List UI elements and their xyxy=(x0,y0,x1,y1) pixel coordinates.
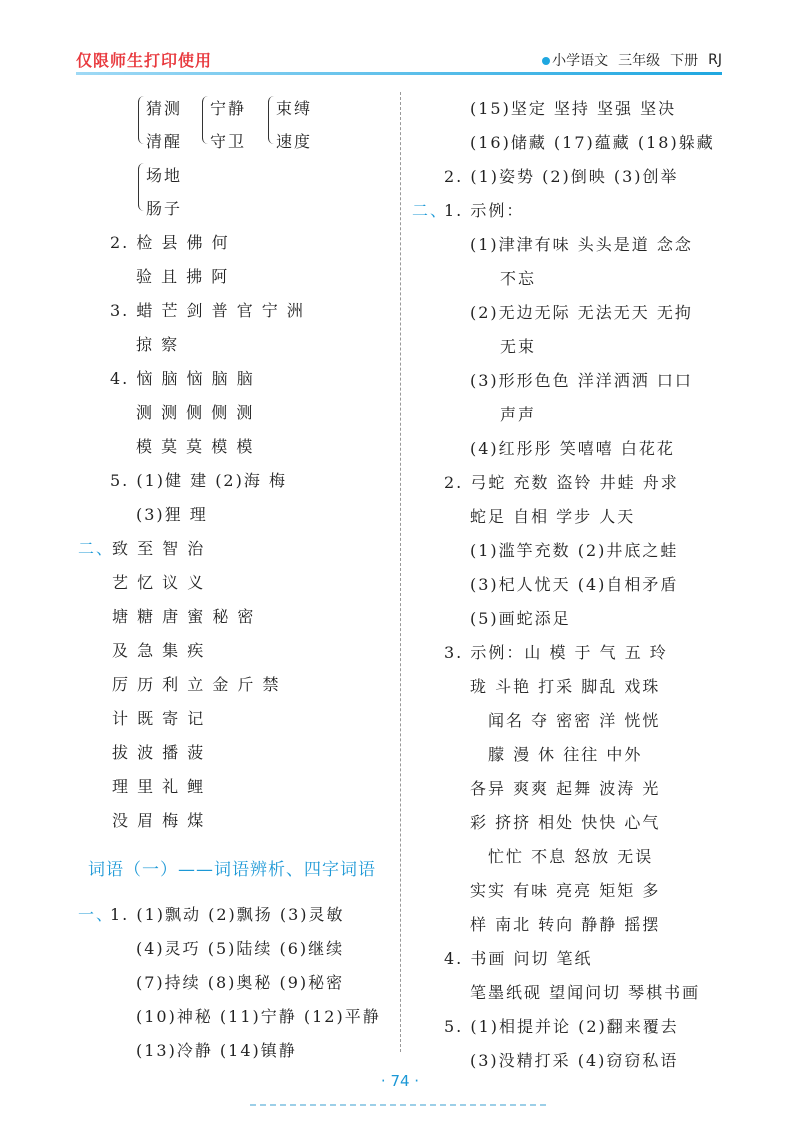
answer-line: 没 眉 梅 煤 xyxy=(112,811,206,830)
bullet-icon xyxy=(542,57,550,65)
answer-line: (4)红彤彤 笑嘻嘻 白花花 xyxy=(470,439,675,458)
answer-line: 4. 恼 脑 恼 脑 脑 xyxy=(110,369,255,388)
answer-line: 笔墨纸砚 望闻问切 琴棋书画 xyxy=(470,983,701,1002)
brace-2 xyxy=(202,96,209,144)
section-label: 二、 xyxy=(412,201,449,220)
answer-line: 各异 爽爽 起舞 波涛 光 xyxy=(470,779,661,798)
answer-line: 1. 示例： xyxy=(444,201,525,220)
answer-line: 塘 糖 唐 蜜 秘 密 xyxy=(112,607,256,626)
answer-line: 3. 蜡 芒 剑 普 官 宁 洲 xyxy=(110,301,305,320)
footer-decoration xyxy=(250,1104,550,1106)
book-info xyxy=(542,50,722,70)
answer-line: 3. 示例：山 模 于 气 五 玲 xyxy=(444,643,668,662)
section-label: 一、 xyxy=(78,905,115,924)
brace-3 xyxy=(268,96,275,144)
answer-line: 验 且 拂 阿 xyxy=(136,267,230,286)
word-item: 守卫 xyxy=(210,132,247,151)
word-item: 肠子 xyxy=(146,199,183,218)
page-number: · 74 · xyxy=(380,1072,420,1090)
answer-line: 2. (1)姿势 (2)倒映 (3)创举 xyxy=(444,167,679,186)
answer-line: (4)灵巧 (5)陆续 (6)继续 xyxy=(136,939,345,958)
word-item: 猜测 xyxy=(146,99,183,118)
answer-line: 样 南北 转向 静静 摇摆 xyxy=(470,915,661,934)
answer-line: 理 里 礼 鲤 xyxy=(112,777,206,796)
answer-line: 实实 有味 亮亮 矩矩 多 xyxy=(470,881,661,900)
answer-line: 无束 xyxy=(500,337,537,356)
section-title: 词语（一）——词语辨析、四字词语 xyxy=(88,860,376,880)
answer-line: 艺 忆 议 义 xyxy=(112,573,206,592)
edition-label: RJ xyxy=(708,52,722,68)
answer-line: 忙忙 不息 怒放 无误 xyxy=(488,847,654,866)
brace-1 xyxy=(138,96,145,144)
answer-line: 5. (1)健 建 (2)海 梅 xyxy=(110,471,287,490)
answer-line: 4. 书画 问切 笔纸 xyxy=(444,949,593,968)
answer-line: (5)画蛇添足 xyxy=(470,609,571,628)
answer-line: (3)没精打采 (4)窃窃私语 xyxy=(470,1051,679,1070)
answer-line: (13)冷静 (14)镇静 xyxy=(136,1041,297,1060)
answer-line: (7)持续 (8)奥秘 (9)秘密 xyxy=(136,973,345,992)
answer-line: 测 测 侧 侧 测 xyxy=(136,403,255,422)
column-divider xyxy=(400,92,401,1052)
watermark-label: 仅限师生打印使用 xyxy=(76,51,213,70)
section-label: 二、 xyxy=(78,539,115,558)
answer-line: (10)神秘 (11)宁静 (12)平静 xyxy=(136,1007,381,1026)
word-item: 宁静 xyxy=(210,99,247,118)
answer-line: 珑 斗艳 打采 脚乱 戏珠 xyxy=(470,677,661,696)
answer-line: 2. 弓蛇 充数 盗铃 井蛙 舟求 xyxy=(444,473,679,492)
answer-line: (1)津津有味 头头是道 念念 xyxy=(470,235,693,254)
answer-line: 2. 检 县 佛 何 xyxy=(110,233,230,252)
answer-line: 闻名 夺 密密 洋 恍恍 xyxy=(488,711,661,730)
answer-line: (3)狸 理 xyxy=(136,505,208,524)
answer-line: 掠 察 xyxy=(136,335,180,354)
word-item: 束缚 xyxy=(276,99,313,118)
answer-line: 1. (1)飘动 (2)飘扬 (3)灵敏 xyxy=(110,905,345,924)
answer-line: 厉 历 利 立 金 斤 禁 xyxy=(112,675,281,694)
answer-line: 不忘 xyxy=(500,269,537,288)
header-rule xyxy=(76,72,722,75)
answer-line: 声声 xyxy=(500,405,537,424)
brace-4 xyxy=(138,163,145,211)
answer-line: (3)形形色色 洋洋洒洒 口口 xyxy=(470,371,693,390)
answer-line: 致 至 智 治 xyxy=(112,539,206,558)
answer-line: 彩 挤挤 相处 快快 心气 xyxy=(470,813,661,832)
answer-line: 模 莫 莫 模 模 xyxy=(136,437,255,456)
answer-line: (1)滥竽充数 (2)井底之蛙 xyxy=(470,541,679,560)
answer-line: (3)杞人忧天 (4)自相矛盾 xyxy=(470,575,679,594)
page-header xyxy=(0,0,800,90)
answer-line: (16)储藏 (17)蕴藏 (18)躲藏 xyxy=(470,133,715,152)
word-item: 场地 xyxy=(146,166,183,185)
volume-label: 下册 xyxy=(670,53,699,69)
word-item: 清醒 xyxy=(146,132,183,151)
answer-line: 朦 漫 休 往往 中外 xyxy=(488,745,643,764)
subject-label: 小学语文 xyxy=(552,53,609,69)
answer-line: (15)坚定 坚持 坚强 坚决 xyxy=(470,99,677,118)
answer-line: 蛇足 自相 学步 人天 xyxy=(470,507,636,526)
grade-label: 三年级 xyxy=(618,53,661,69)
answer-line: 拔 波 播 菠 xyxy=(112,743,206,762)
answer-line: (2)无边无际 无法无天 无拘 xyxy=(470,303,693,322)
answer-line: 5. (1)相提并论 (2)翻来覆去 xyxy=(444,1017,679,1036)
answer-line: 计 既 寄 记 xyxy=(112,709,206,728)
word-item: 速度 xyxy=(276,132,313,151)
answer-line: 及 急 集 疾 xyxy=(112,641,206,660)
